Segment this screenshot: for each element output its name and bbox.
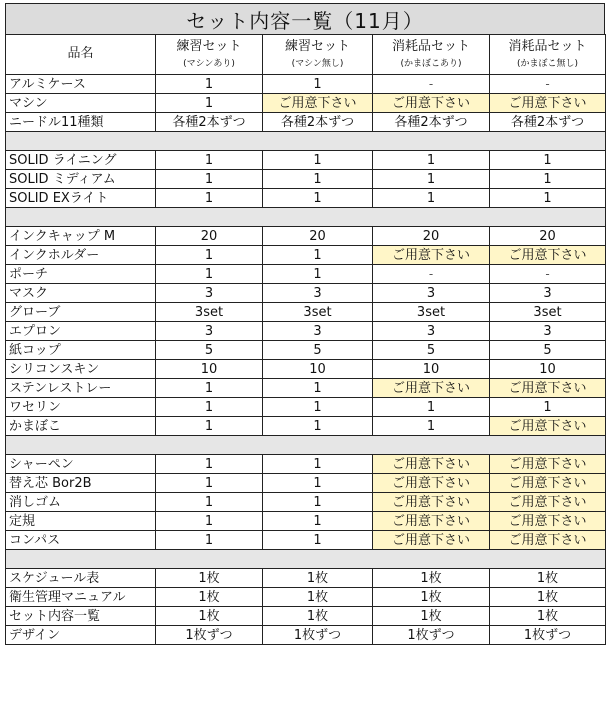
quantity-cell: ご用意下さい (490, 531, 606, 550)
quantity-cell: 1枚 (373, 569, 490, 588)
table-row (6, 379, 606, 398)
quantity-cell: 各種2本ずつ (156, 113, 263, 132)
quantity-cell: 3 (156, 284, 263, 303)
quantity-cell: ご用意下さい (373, 531, 490, 550)
quantity-cell: 5 (373, 341, 490, 360)
quantity-cell: 1 (156, 94, 263, 113)
quantity-cell: 10 (490, 360, 606, 379)
quantity-cell: 3 (490, 322, 606, 341)
item-name-cell: SOLID ミディアム (6, 170, 156, 189)
table-row (6, 398, 606, 417)
table-row (6, 94, 606, 113)
quantity-cell: 1 (263, 189, 373, 208)
table-row (6, 493, 606, 512)
quantity-cell: 3 (156, 322, 263, 341)
quantity-cell: ご用意下さい (373, 474, 490, 493)
separator-cell (6, 132, 606, 151)
quantity-cell: 3set (373, 303, 490, 322)
table-row (6, 607, 606, 626)
table-row (6, 322, 606, 341)
quantity-cell: 1 (263, 455, 373, 474)
quantity-cell: 20 (156, 227, 263, 246)
quantity-cell: ご用意下さい (373, 493, 490, 512)
table-row (6, 170, 606, 189)
quantity-cell: ご用意下さい (490, 379, 606, 398)
item-name-cell: SOLID ライニング (6, 151, 156, 170)
table-row (6, 474, 606, 493)
item-name-cell: ステンレストレー (6, 379, 156, 398)
quantity-cell: 5 (263, 341, 373, 360)
set-contents-sheet (5, 3, 605, 645)
quantity-cell: 1枚 (373, 607, 490, 626)
quantity-cell: 1 (490, 398, 606, 417)
table-row (6, 569, 606, 588)
section-separator (6, 550, 606, 569)
item-name-cell: ポーチ (6, 265, 156, 284)
quantity-cell: 1 (263, 417, 373, 436)
column-header-consumables-with-kamaboko (373, 35, 490, 75)
quantity-cell: 5 (156, 341, 263, 360)
quantity-cell: 1枚 (156, 607, 263, 626)
quantity-cell: 1 (263, 474, 373, 493)
quantity-cell: 1枚ずつ (263, 626, 373, 645)
table-row (6, 455, 606, 474)
quantity-cell: ご用意下さい (490, 512, 606, 531)
quantity-cell: ご用意下さい (373, 94, 490, 113)
item-name-cell: マシン (6, 94, 156, 113)
quantity-cell: 3 (373, 284, 490, 303)
column-header-sub: (マシンあり) (183, 58, 235, 69)
table-row (6, 341, 606, 360)
table-row (6, 246, 606, 265)
quantity-cell: 1枚 (263, 607, 373, 626)
quantity-cell: 5 (490, 341, 606, 360)
quantity-cell: ご用意下さい (490, 94, 606, 113)
item-name-cell: シャーペン (6, 455, 156, 474)
quantity-cell: 3 (263, 284, 373, 303)
quantity-cell: 1 (263, 151, 373, 170)
quantity-cell: 10 (373, 360, 490, 379)
quantity-cell: 各種2本ずつ (373, 113, 490, 132)
table-row (6, 626, 606, 645)
separator-cell (6, 208, 606, 227)
item-name-cell: インクキャップ M (6, 227, 156, 246)
quantity-cell: 3set (263, 303, 373, 322)
table-row (6, 531, 606, 550)
table-row (6, 75, 606, 94)
quantity-cell: - (373, 75, 490, 94)
item-name-cell: 紙コップ (6, 341, 156, 360)
quantity-cell: ご用意下さい (373, 379, 490, 398)
quantity-cell: 20 (263, 227, 373, 246)
item-name-cell: ニードル11種類 (6, 113, 156, 132)
quantity-cell: ご用意下さい (490, 246, 606, 265)
quantity-cell: ご用意下さい (490, 455, 606, 474)
quantity-cell: 1 (373, 170, 490, 189)
quantity-cell: 1 (490, 170, 606, 189)
quantity-cell: 1 (263, 170, 373, 189)
column-header-practice-with-machine (156, 35, 263, 75)
quantity-cell: 1枚 (490, 569, 606, 588)
column-header-practice-no-machine (263, 35, 373, 75)
quantity-cell: 1 (373, 151, 490, 170)
quantity-cell: 20 (373, 227, 490, 246)
column-header-sub: (かまぼこ無し) (516, 58, 579, 69)
column-header-label: 消耗品セット (508, 38, 587, 54)
quantity-cell: ご用意下さい (490, 474, 606, 493)
quantity-cell: 各種2本ずつ (490, 113, 606, 132)
item-name-cell: セット内容一覧 (6, 607, 156, 626)
quantity-cell: 1枚 (156, 569, 263, 588)
quantity-cell: 10 (263, 360, 373, 379)
column-header-consumables-no-kamaboko (490, 35, 606, 75)
item-name-cell: グローブ (6, 303, 156, 322)
table-row (6, 189, 606, 208)
header-row (6, 35, 606, 75)
quantity-cell: 1 (373, 189, 490, 208)
section-separator (6, 436, 606, 455)
item-name-cell: コンパス (6, 531, 156, 550)
quantity-cell: 1 (156, 398, 263, 417)
table-row (6, 113, 606, 132)
quantity-cell: 1枚 (263, 588, 373, 607)
quantity-cell: 1 (490, 189, 606, 208)
quantity-cell: 1 (156, 417, 263, 436)
table-row (6, 512, 606, 531)
quantity-cell: 1 (156, 493, 263, 512)
quantity-cell: 1 (156, 151, 263, 170)
quantity-cell: ご用意下さい (373, 246, 490, 265)
item-name-cell: 替え芯 Bor2B (6, 474, 156, 493)
item-name-cell: かまぼこ (6, 417, 156, 436)
quantity-cell: 1 (156, 379, 263, 398)
quantity-cell: 10 (156, 360, 263, 379)
quantity-cell: 1 (156, 455, 263, 474)
quantity-cell: 1 (156, 170, 263, 189)
column-header-sub: (かまぼこあり) (400, 58, 462, 69)
quantity-cell: 1枚 (373, 588, 490, 607)
quantity-cell: 1 (373, 398, 490, 417)
table-row (6, 588, 606, 607)
table-row (6, 265, 606, 284)
table-body (6, 75, 606, 645)
contents-table (5, 34, 606, 645)
item-name-cell: 定規 (6, 512, 156, 531)
quantity-cell: 1 (263, 265, 373, 284)
section-separator (6, 208, 606, 227)
quantity-cell: - (490, 75, 606, 94)
column-header-sub: (マシン無し) (291, 58, 344, 69)
item-name-cell: エプロン (6, 322, 156, 341)
quantity-cell: 1枚 (263, 569, 373, 588)
table-row (6, 284, 606, 303)
separator-cell (6, 550, 606, 569)
item-name-cell: 消しゴム (6, 493, 156, 512)
quantity-cell: 1 (490, 151, 606, 170)
quantity-cell: 1 (156, 265, 263, 284)
quantity-cell: 1枚 (490, 607, 606, 626)
quantity-cell: 1 (263, 493, 373, 512)
quantity-cell: 1 (373, 417, 490, 436)
quantity-cell: 1 (156, 531, 263, 550)
column-header-label: 消耗品セット (391, 38, 470, 54)
column-header-label: 練習セット (176, 38, 242, 54)
table-row (6, 227, 606, 246)
column-header-label: 練習セット (284, 38, 350, 54)
quantity-cell: - (373, 265, 490, 284)
quantity-cell: 1枚 (156, 588, 263, 607)
table-row (6, 151, 606, 170)
quantity-cell: 3 (373, 322, 490, 341)
table-row (6, 417, 606, 436)
quantity-cell: 3 (490, 284, 606, 303)
separator-cell (6, 436, 606, 455)
item-name-cell: デザイン (6, 626, 156, 645)
quantity-cell: 1 (263, 531, 373, 550)
item-name-cell: インクホルダー (6, 246, 156, 265)
item-name-cell: 衛生管理マニュアル (6, 588, 156, 607)
column-header-name: 品名 (6, 35, 156, 75)
quantity-cell: 1 (156, 189, 263, 208)
quantity-cell: ご用意下さい (373, 512, 490, 531)
quantity-cell: 1枚ずつ (156, 626, 263, 645)
quantity-cell: 1 (263, 512, 373, 531)
quantity-cell: 1 (156, 75, 263, 94)
item-name-cell: アルミケース (6, 75, 156, 94)
quantity-cell: 3set (156, 303, 263, 322)
quantity-cell: ご用意下さい (490, 417, 606, 436)
page-title: セット内容一覧（11月） (5, 3, 605, 35)
quantity-cell: ご用意下さい (490, 493, 606, 512)
item-name-cell: マスク (6, 284, 156, 303)
quantity-cell: 1枚 (490, 588, 606, 607)
quantity-cell: - (490, 265, 606, 284)
quantity-cell: 3 (263, 322, 373, 341)
item-name-cell: SOLID EXライト (6, 189, 156, 208)
item-name-cell: ワセリン (6, 398, 156, 417)
table-row (6, 360, 606, 379)
quantity-cell: 1 (156, 512, 263, 531)
quantity-cell: 1 (263, 379, 373, 398)
section-separator (6, 132, 606, 151)
quantity-cell: ご用意下さい (373, 455, 490, 474)
item-name-cell: シリコンスキン (6, 360, 156, 379)
quantity-cell: 1 (263, 246, 373, 265)
quantity-cell: ご用意下さい (263, 94, 373, 113)
quantity-cell: 各種2本ずつ (263, 113, 373, 132)
quantity-cell: 1枚ずつ (373, 626, 490, 645)
quantity-cell: 1 (156, 246, 263, 265)
quantity-cell: 1枚ずつ (490, 626, 606, 645)
quantity-cell: 1 (156, 474, 263, 493)
quantity-cell: 20 (490, 227, 606, 246)
quantity-cell: 1 (263, 398, 373, 417)
table-row (6, 303, 606, 322)
quantity-cell: 3set (490, 303, 606, 322)
item-name-cell: スケジュール表 (6, 569, 156, 588)
quantity-cell: 1 (263, 75, 373, 94)
